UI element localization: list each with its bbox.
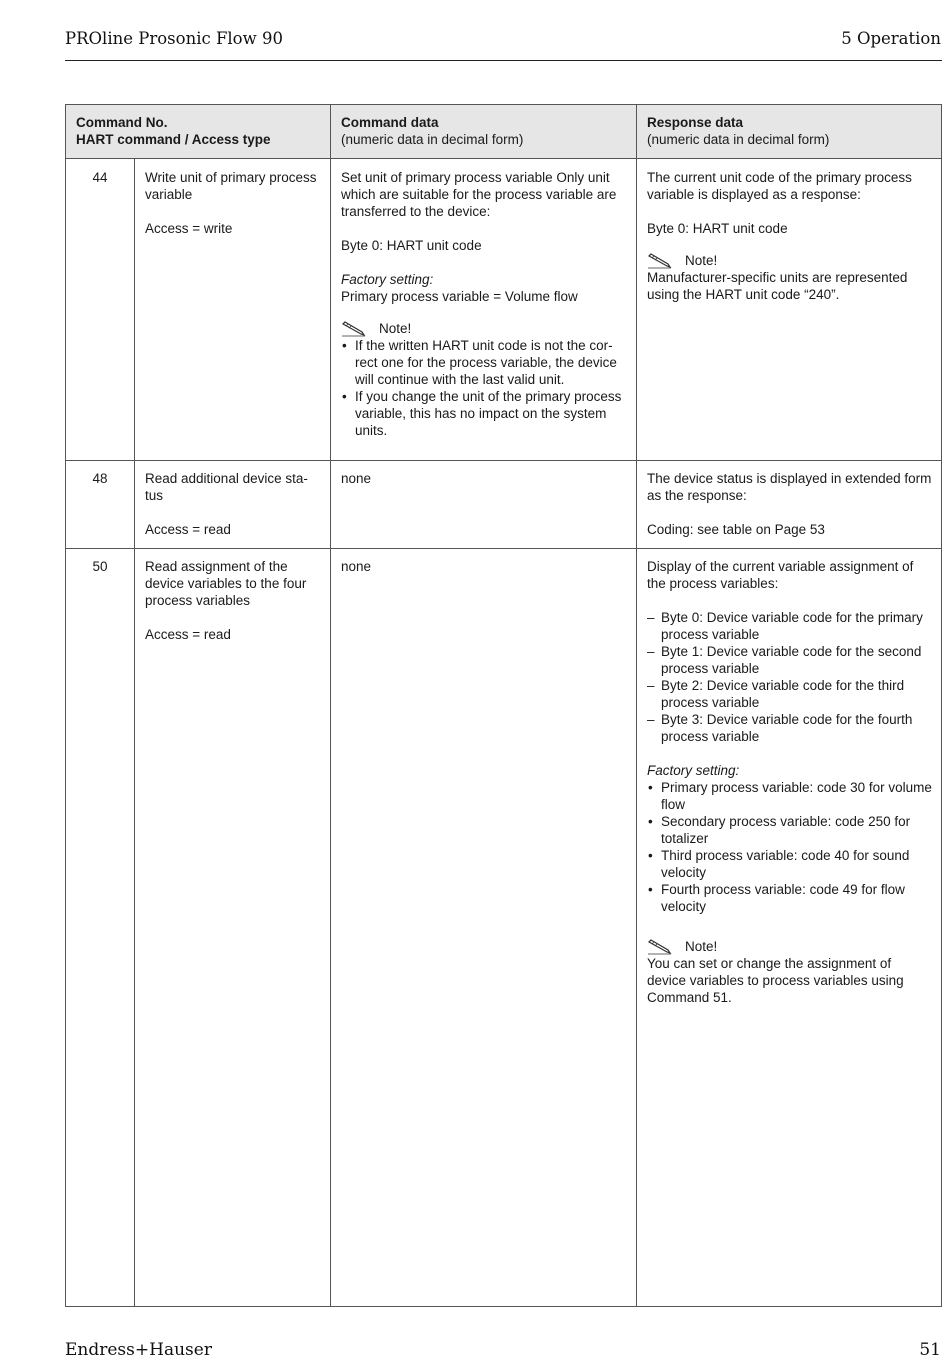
header-sublabel: (numeric data in decimal form) <box>647 132 830 147</box>
text-line: using the HART unit code “240”. <box>647 287 840 302</box>
access-type: Access = write <box>145 221 233 236</box>
page-number: 51 <box>919 1340 941 1360</box>
note-label: Note! <box>685 253 718 268</box>
text-line: The device status is displayed in extended form <box>647 471 932 486</box>
factory-setting-label: Factory setting: <box>341 272 434 287</box>
text-line: – Byte 3: Device variable code for the fourth <box>661 712 913 727</box>
note-label: Note! <box>379 321 412 336</box>
row-divider <box>66 460 941 461</box>
note-heading <box>341 320 633 337</box>
column-divider <box>330 105 331 1306</box>
text-line: device variables to process variables using <box>647 973 904 988</box>
text-line: Set unit of primary process variable Only unit <box>341 170 610 185</box>
text-line: process variable <box>661 729 760 744</box>
header-response-data <box>647 114 829 148</box>
command-description <box>145 558 325 643</box>
column-divider <box>636 105 637 1306</box>
response-data <box>647 169 939 303</box>
response-data <box>647 558 939 1006</box>
text-line: the process variables: <box>647 576 779 591</box>
text-line: The current unit code of the primary process <box>647 170 912 185</box>
factory-setting-list <box>647 779 939 915</box>
text-line: You can set or change the assignment of <box>647 956 892 971</box>
text-line: variable is displayed as a response: <box>647 187 861 202</box>
list-item <box>647 881 939 915</box>
list-item <box>647 711 939 745</box>
coding-reference: Coding: see table on Page 53 <box>647 522 825 537</box>
header-command-data <box>341 114 523 148</box>
text-line: Command 51. <box>647 990 732 1005</box>
access-type: Access = read <box>145 627 231 642</box>
running-header-title: PROline Prosonic Flow 90 <box>65 29 283 48</box>
text-line: will continue with the last valid unit. <box>355 372 565 387</box>
access-type: Access = read <box>145 522 231 537</box>
header-sublabel: (numeric data in decimal form) <box>341 132 524 147</box>
header-rule <box>65 60 942 61</box>
text-line: • Third process variable: code 40 for sound <box>661 848 910 863</box>
text-line: rect one for the process variable, the device <box>355 355 617 370</box>
header-label: HART command / Access type <box>76 132 271 147</box>
text-line: • If you change the unit of the primary process <box>355 389 622 404</box>
text-line: transferred to the device: <box>341 204 491 219</box>
note-heading <box>647 252 939 269</box>
command-number: 44 <box>92 170 108 185</box>
header-label: Command data <box>341 115 439 130</box>
text-line: velocity <box>661 899 707 914</box>
text-line: flow <box>661 797 686 812</box>
response-data <box>647 470 939 538</box>
note-heading <box>647 938 939 955</box>
list-item <box>647 847 939 881</box>
factory-setting-value: Primary process variable = Volume flow <box>341 289 578 304</box>
command-data <box>341 558 633 575</box>
text-line: as the response: <box>647 488 747 503</box>
text-line: units. <box>355 423 388 438</box>
text-line: variable <box>145 187 193 202</box>
text-line: Manufacturer-specific units are represented <box>647 270 908 285</box>
list-item <box>341 337 633 388</box>
text-line: variable, this has no impact on the system <box>355 406 607 421</box>
note-label: Note! <box>685 939 718 954</box>
factory-setting-label: Factory setting: <box>647 763 740 778</box>
list-item <box>647 609 939 643</box>
list-item <box>647 779 939 813</box>
note-bullet-list <box>341 337 633 439</box>
command-number: 48 <box>92 471 108 486</box>
text-line: process variable <box>661 661 760 676</box>
command-description <box>145 169 325 237</box>
text-line: none <box>341 471 372 486</box>
row-divider <box>66 548 941 549</box>
running-header-section: 5 Operation <box>841 29 941 48</box>
text-line: totalizer <box>661 831 709 846</box>
byte-description: Byte 0: HART unit code <box>647 221 788 236</box>
command-description <box>145 470 325 538</box>
command-data <box>341 470 633 487</box>
text-line: process variables <box>145 593 251 608</box>
command-number: 50 <box>92 559 108 574</box>
text-line: – Byte 2: Device variable code for the third <box>661 678 905 693</box>
text-line: none <box>341 559 372 574</box>
text-line: Read additional device sta- <box>145 471 308 486</box>
text-line: tus <box>145 488 164 503</box>
header-label: Command No. <box>76 115 168 130</box>
byte-dash-list <box>647 609 939 745</box>
hart-command-table <box>65 104 942 1307</box>
list-item <box>341 388 633 439</box>
text-line: Display of the current variable assignment of <box>647 559 914 574</box>
text-line: process variable <box>661 627 760 642</box>
text-line: • If the written HART unit code is not the cor- <box>355 338 613 353</box>
list-item <box>647 643 939 677</box>
column-divider <box>134 159 135 1306</box>
list-item <box>647 677 939 711</box>
header-label: Response data <box>647 115 744 130</box>
list-item <box>647 813 939 847</box>
text-line: – Byte 1: Device variable code for the second <box>661 644 922 659</box>
footer-brand: Endress+Hauser <box>65 1340 212 1360</box>
header-command-no <box>76 114 271 148</box>
pencil-icon <box>647 253 673 269</box>
text-line: device variables to the four <box>145 576 307 591</box>
text-line: • Primary process variable: code 30 for volume <box>661 780 932 795</box>
text-line: which are suitable for the process variable are <box>341 187 617 202</box>
pencil-icon <box>647 939 673 955</box>
text-line: • Fourth process variable: code 49 for flow <box>661 882 905 897</box>
text-line: – Byte 0: Device variable code for the primary <box>661 610 923 625</box>
text-line: • Secondary process variable: code 250 for <box>661 814 911 829</box>
text-line: Write unit of primary process <box>145 170 317 185</box>
pencil-icon <box>341 321 367 337</box>
byte-description: Byte 0: HART unit code <box>341 238 482 253</box>
text-line: process variable <box>661 695 760 710</box>
text-line: velocity <box>661 865 707 880</box>
text-line: Read assignment of the <box>145 559 288 574</box>
command-data <box>341 169 633 439</box>
